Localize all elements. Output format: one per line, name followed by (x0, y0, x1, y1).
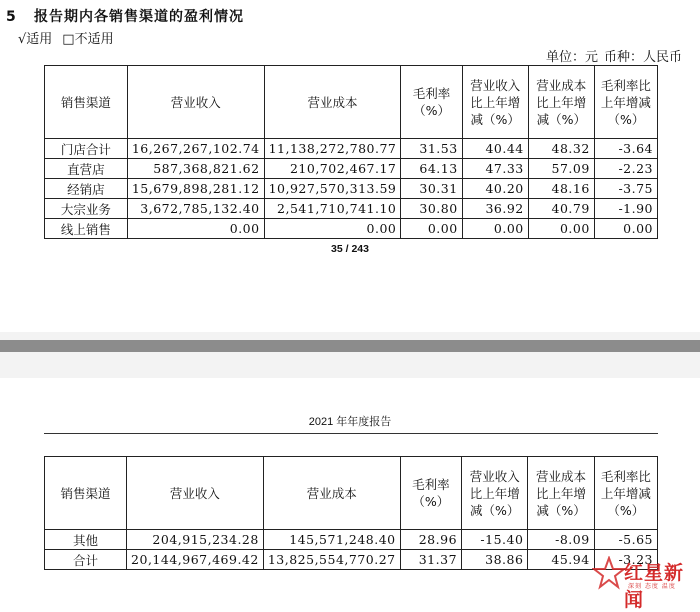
unit-label: 单位：元 (545, 50, 598, 65)
news-watermark (592, 556, 700, 611)
revenue-change-cell: 36.92 (462, 199, 528, 219)
separator-bar (0, 340, 700, 352)
margin-cell: 30.31 (401, 179, 462, 199)
margin-change-cell: -1.90 (594, 199, 657, 219)
header-rule (44, 433, 658, 434)
header-gross-margin: 毛利率（%） (400, 457, 461, 530)
revenue-change-cell: 38.86 (462, 550, 528, 570)
channel-cell: 大宗业务 (45, 199, 128, 219)
cost-cell: 2,541,710,741.10 (264, 199, 401, 219)
cost-cell: 0.00 (264, 219, 401, 239)
margin-cell: 28.96 (400, 530, 461, 550)
page-number: 35 / 243 (331, 243, 369, 255)
revenue-change-cell: 47.33 (462, 159, 528, 179)
revenue-change-cell: 40.44 (462, 139, 528, 159)
header-revenue-change: 营业收入比上年增减（%） (462, 457, 528, 530)
cost-cell: 13,825,554,770.27 (263, 550, 400, 570)
channel-cell: 直营店 (45, 159, 128, 179)
revenue-cell: 3,672,785,132.40 (127, 199, 264, 219)
margin-cell: 31.53 (401, 139, 462, 159)
revenue-cell: 20,144,967,469.42 (127, 550, 264, 570)
channel-cell: 经销店 (45, 179, 128, 199)
table-row (45, 179, 658, 199)
cost-change-cell: 40.79 (528, 199, 594, 219)
channel-cell: 线上销售 (45, 219, 128, 239)
cost-change-cell: 0.00 (528, 219, 594, 239)
margin-cell: 30.80 (401, 199, 462, 219)
cost-change-cell: -8.09 (528, 530, 594, 550)
table-row (45, 530, 658, 550)
cost-change-cell: 45.94 (528, 550, 594, 570)
table-row (45, 159, 658, 179)
watermark-subtitle: 深刻 态度 温度 (628, 583, 676, 590)
margin-change-cell: -3.23 (594, 550, 657, 570)
margin-change-cell: -2.23 (594, 159, 657, 179)
table-header-row (45, 66, 658, 139)
header-channel: 销售渠道 (45, 457, 127, 530)
revenue-change-cell: 0.00 (462, 219, 528, 239)
sales-channel-table (44, 65, 658, 239)
revenue-cell: 587,368,821.62 (127, 159, 264, 179)
header-cost: 营业成本 (264, 66, 401, 139)
revenue-cell: 0.00 (127, 219, 264, 239)
margin-change-cell: 0.00 (594, 219, 657, 239)
margin-change-cell: -5.65 (594, 530, 657, 550)
channel-cell: 其他 (45, 530, 127, 550)
not-applicable-option: □不适用 (62, 32, 114, 47)
section-heading (6, 6, 244, 26)
cost-cell: 10,927,570,313.59 (264, 179, 401, 199)
table-row (45, 139, 658, 159)
header-cost-change: 营业成本比上年增减（%） (528, 457, 594, 530)
margin-cell: 64.13 (401, 159, 462, 179)
revenue-cell: 204,915,234.28 (127, 530, 264, 550)
table-row (45, 199, 658, 219)
revenue-cell: 15,679,898,281.12 (127, 179, 264, 199)
header-revenue: 营业收入 (127, 457, 264, 530)
applicable-option: √适用 (18, 32, 53, 47)
watermark-text: 红星新闻 (624, 562, 685, 611)
header-revenue: 营业收入 (127, 66, 264, 139)
header-cost: 营业成本 (263, 457, 400, 530)
section-title: 报告期内各销售渠道的盈利情况 (34, 9, 244, 25)
currency-label: 币种：人民币 (603, 50, 682, 65)
cost-change-cell: 57.09 (528, 159, 594, 179)
header-revenue-change: 营业收入比上年增减（%） (462, 66, 528, 139)
cost-change-cell: 48.16 (528, 179, 594, 199)
table-header-row (45, 457, 658, 530)
document-title: 2021 年年度报告 (308, 416, 392, 428)
revenue-change-cell: -15.40 (462, 530, 528, 550)
cost-change-cell: 48.32 (528, 139, 594, 159)
table-row (45, 550, 658, 570)
margin-cell: 0.00 (401, 219, 462, 239)
header-cost-change: 营业成本比上年增减（%） (528, 66, 594, 139)
margin-change-cell: -3.64 (594, 139, 657, 159)
channel-cell: 合计 (45, 550, 127, 570)
cost-cell: 11,138,272,780.77 (264, 139, 401, 159)
red-star-logo-icon (592, 556, 626, 590)
cost-cell: 210,702,467.17 (264, 159, 401, 179)
applicability-line (18, 28, 124, 47)
unit-line (540, 46, 682, 65)
header-gross-margin: 毛利率（%） (401, 66, 462, 139)
header-margin-change: 毛利率比上年增减（%） (594, 66, 657, 139)
table-row (45, 219, 658, 239)
header-channel: 销售渠道 (45, 66, 128, 139)
revenue-cell: 16,267,267,102.74 (127, 139, 264, 159)
sales-channel-table-continued (44, 456, 658, 570)
cost-cell: 145,571,248.40 (263, 530, 400, 550)
section-number: 5 (6, 9, 17, 25)
revenue-change-cell: 40.20 (462, 179, 528, 199)
page-separator (0, 332, 700, 378)
margin-cell: 31.37 (400, 550, 461, 570)
header-margin-change: 毛利率比上年增减（%） (594, 457, 657, 530)
margin-change-cell: -3.75 (594, 179, 657, 199)
channel-cell: 门店合计 (45, 139, 128, 159)
